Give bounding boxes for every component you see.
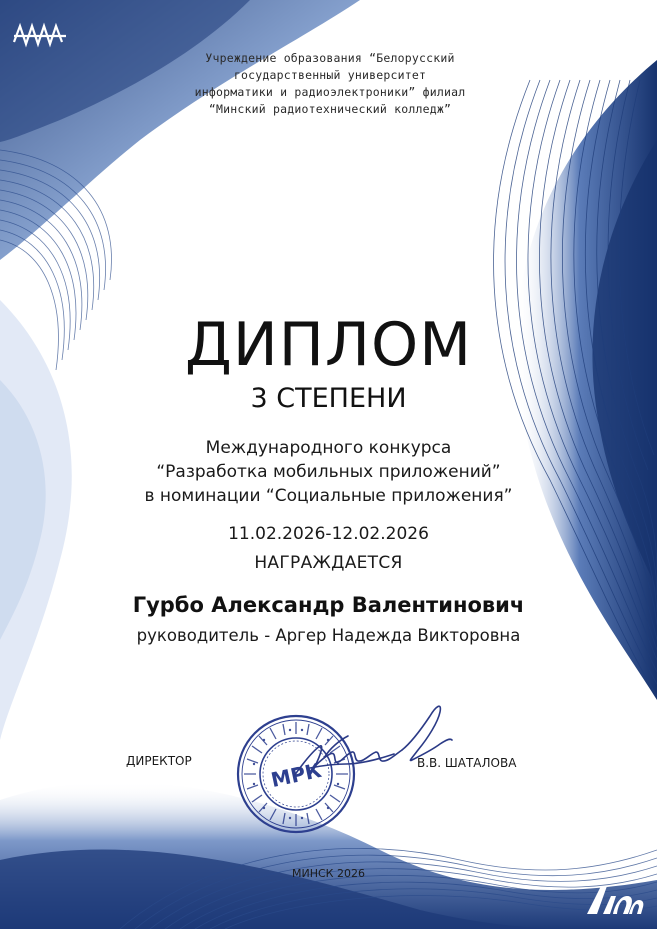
institution-line-2: государственный университет — [233, 68, 427, 82]
contest-line-3: в номинации “Социальные приложения” — [144, 486, 513, 506]
waveform-logo-icon — [12, 18, 68, 52]
institution-line-1: Учреждение образования “Белорусский — [205, 51, 455, 65]
seal-text: МРК — [268, 757, 324, 793]
bsuir-logo-icon — [583, 880, 647, 918]
recipient-name: Гурбо Александр Валентинович — [132, 593, 525, 617]
contest-line-2: “Разработка мобильных приложений” — [156, 462, 501, 482]
city-year: МИНСК 2026 — [292, 867, 365, 880]
director-signature — [290, 698, 470, 790]
awarded-label: НАГРАЖДАЕТСЯ — [254, 553, 403, 573]
diploma-title: ДИПЛОМ — [185, 310, 472, 380]
supervisor-name: руководитель - Аргер Надежда Викторовна — [136, 626, 521, 645]
diploma-degree: 3 СТЕПЕНИ — [250, 383, 407, 414]
contest-description — [0, 436, 657, 508]
director-title: ДИРЕКТОР — [126, 754, 192, 768]
institution-name — [140, 50, 520, 118]
contest-dates: 11.02.2026-12.02.2026 — [228, 524, 429, 544]
director-name: В.В. ШАТАЛОВА — [417, 756, 517, 770]
institution-line-3: информатики и радиоэлектроники” филиал — [194, 85, 466, 99]
institution-line-4: “Минский радиотехнический колледж” — [208, 102, 452, 116]
contest-line-1: Международного конкурса — [205, 438, 452, 458]
